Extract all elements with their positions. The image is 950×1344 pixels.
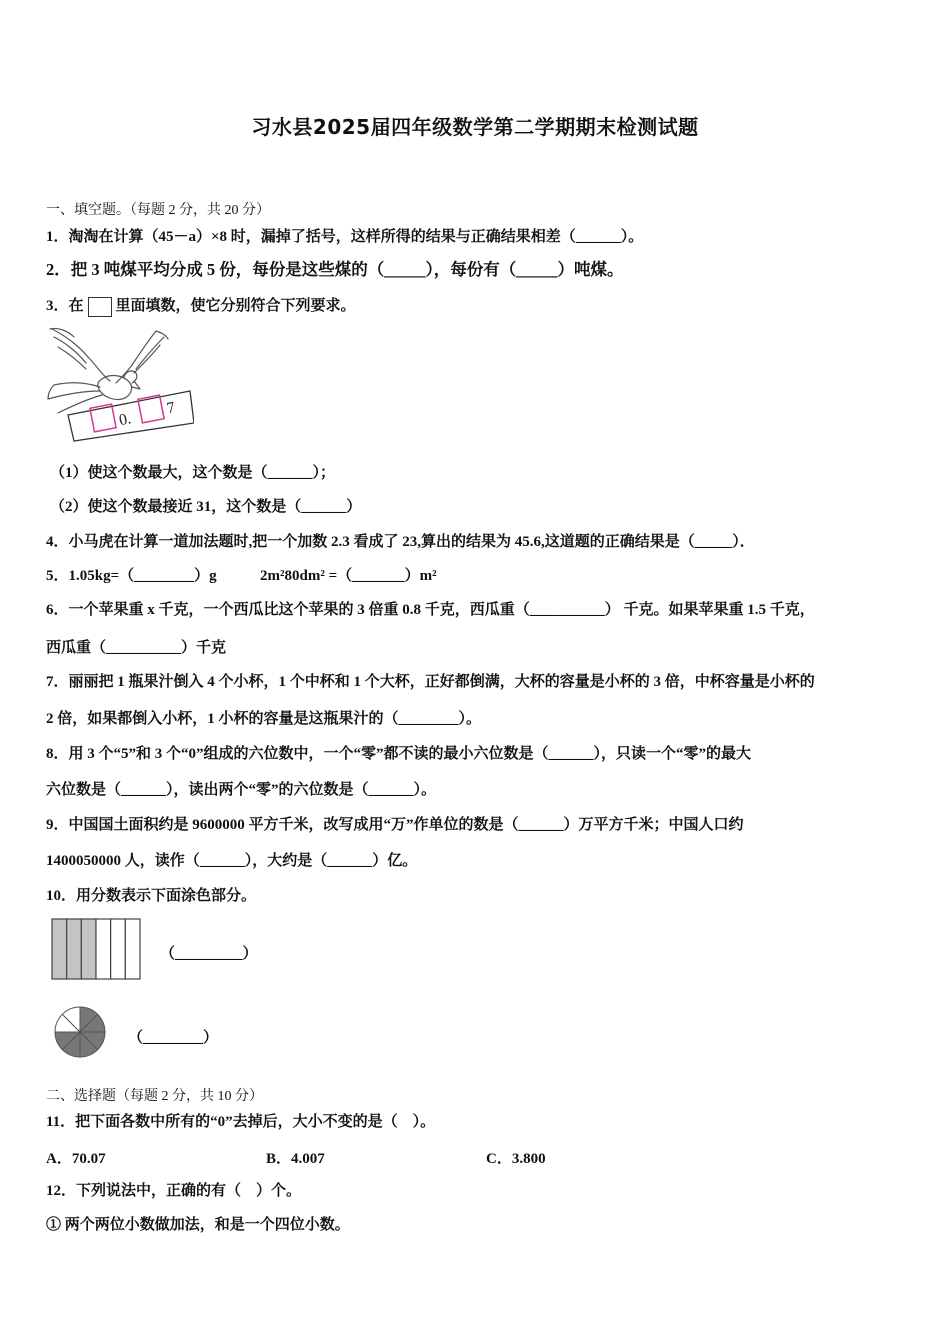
shaded-rectangle-figure	[50, 917, 144, 981]
question-8-line-1: 8．用 3 个“5”和 3 个“0”组成的六位数中，一个“零”都不读的最小六位数是（______），只读一个“零”的最大	[46, 746, 752, 762]
section-heading-multiple-choice: 二、选择题（每题 2 分，共 10 分）	[46, 1089, 263, 1104]
bird-card-illustration	[44, 323, 194, 445]
question-12-statement-1: ① 两个两位小数做加法，和是一个四位小数。	[46, 1217, 350, 1233]
card-last-digit: 7	[165, 399, 177, 418]
bird-tail-icon	[48, 383, 102, 413]
question-3-part-1: （1）使这个数最大，这个数是（______）；	[50, 465, 336, 481]
bird-left-wing-icon	[50, 328, 110, 381]
card-middle-digits: 0.	[117, 410, 133, 430]
question-7-line-2: 2 倍，如果都倒入小杯，1 小杯的容量是这瓶果汁的（________）。	[46, 711, 482, 727]
rectangle-strip	[81, 919, 96, 979]
bird-body-icon	[98, 376, 132, 400]
question-4: 4．小马虎在计算一道加法题时,把一个加数 2.3 看成了 23,算出的结果为 45.6,这道题的正确结果是（_____）．	[46, 534, 755, 550]
question-11-option-b[interactable]: B．4.007	[266, 1151, 325, 1167]
question-2: 2．把 3 吨煤平均分成 5 份，每份是这些煤的（_____），每份有（_____）吨煤。	[46, 260, 624, 279]
shaded-circle-figure	[52, 1004, 108, 1060]
question-7-line-1: 7．丽丽把 1 瓶果汁倒入 4 个小杯，1 个中杯和 1 个大杯，正好都倒满，大杯的容量是小杯的 3 倍，中杯容量是小杯的	[46, 674, 815, 690]
question-11-option-a[interactable]: A．70.07	[46, 1151, 106, 1167]
question-3-part-2: （2）使这个数最接近 31，这个数是（______）	[50, 499, 362, 515]
number-card	[68, 391, 194, 441]
question-8-line-2: 六位数是（______），读出两个“零”的六位数是（______）。	[46, 782, 437, 798]
answer-box-icon	[88, 297, 112, 317]
question-3-prefix: 3．在	[46, 298, 84, 314]
question-3-suffix: 里面填数，使它分别符合下列要求。	[115, 298, 356, 314]
question-12: 12．下列说法中，正确的有（ ）个。	[46, 1183, 302, 1199]
question-1: 1．淘淘在计算（45－a）×8 时，漏掉了括号，这样所得的结果与正确结果相差（______）。	[46, 229, 644, 245]
rectangle-strip	[96, 919, 111, 979]
question-11: 11．把下面各数中所有的“0”去掉后，大小不变的是（ ）。	[46, 1114, 436, 1130]
page-title: 习水县2025届四年级数学第二学期期末检测试题	[251, 115, 699, 139]
question-6-line-1: 6．一个苹果重 x 千克，一个西瓜比这个苹果的 3 倍重 0.8 千克，西瓜重（__________） 千克。如果苹果重 1.5 千克，	[46, 602, 815, 618]
question-5-part-b: 2m²80dm² =（_______）m²	[260, 568, 437, 584]
rectangle-strip	[111, 919, 126, 979]
question-10: 10．用分数表示下面涂色部分。	[46, 888, 257, 904]
rectangle-strip	[67, 919, 82, 979]
question-9-line-1: 9．中国国土面积约是 9600000 平方千米，改写成用“万”作单位的数是（______）万平方千米；中国人口约	[46, 817, 744, 833]
question-5-part-a: 5．1.05kg=（________）g	[46, 568, 217, 584]
rectangle-strip	[52, 919, 67, 979]
question-11-option-c[interactable]: C．3.800	[486, 1151, 546, 1167]
rectangle-strip	[125, 919, 140, 979]
section-heading-fill-blank: 一、填空题。（每题 2 分，共 20 分）	[46, 203, 270, 218]
question-10-answer-2: （________）	[128, 1030, 219, 1046]
bird-right-wing-icon	[116, 331, 168, 383]
question-10-answer-1: （_________）	[160, 946, 258, 962]
question-9-line-2: 1400050000 人，读作（______），大约是（______）亿。	[46, 853, 418, 869]
question-6-line-2: 西瓜重（__________）千克	[46, 640, 227, 656]
question-3	[46, 296, 356, 317]
